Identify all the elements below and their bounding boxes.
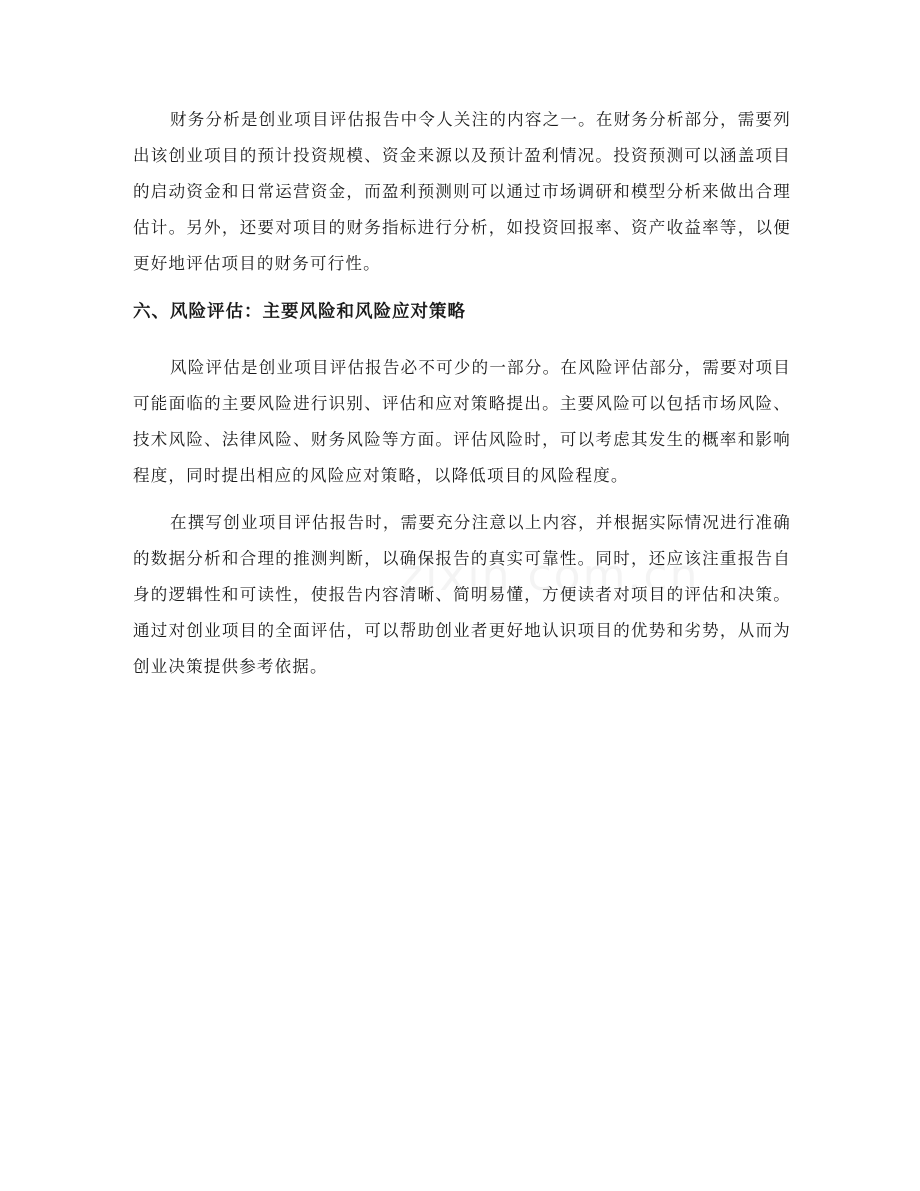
section-heading-risk-assessment: 六、风险评估：主要风险和风险应对策略 — [133, 302, 466, 322]
paragraph-conclusion: 在撰写创业项目评估报告时，需要充分注意以上内容，并根据实际情况进行准确的数据分析和合理的推测判断，以确保报告的真实可靠性。同时，还应该注重报告自身的逻辑性和可读性，使报告内容清晰、简明易懂，方便读者对项目的评估和决策。通过对创业项目的全面评估，可以帮助创业者更好地认识项目的优势和劣势，从而为创业决策提供参考依据。 — [133, 513, 791, 676]
paragraph-financial-analysis: 财务分析是创业项目评估报告中令人关注的内容之一。在财务分析部分，需要列出该创业项目的预计投资规模、资金来源以及预计盈利情况。投资预测可以涵盖项目的启动资金和日常运营资金，而盈利预测则可以通过市场调研和模型分析来做出合理估计。另外，还要对项目的财务指标进行分析，如投资回报率、资产收益率等，以便更好地评估项目的财务可行性。 — [133, 110, 791, 273]
paragraph-risk-assessment: 风险评估是创业项目评估报告必不可少的一部分。在风险评估部分，需要对项目可能面临的主要风险进行识别、评估和应对策略提出。主要风险可以包括市场风险、技术风险、法律风险、财务风险等方面。评估风险时，可以考虑其发生的概率和影响程度，同时提出相应的风险应对策略，以降低项目的风险程度。 — [133, 358, 791, 485]
